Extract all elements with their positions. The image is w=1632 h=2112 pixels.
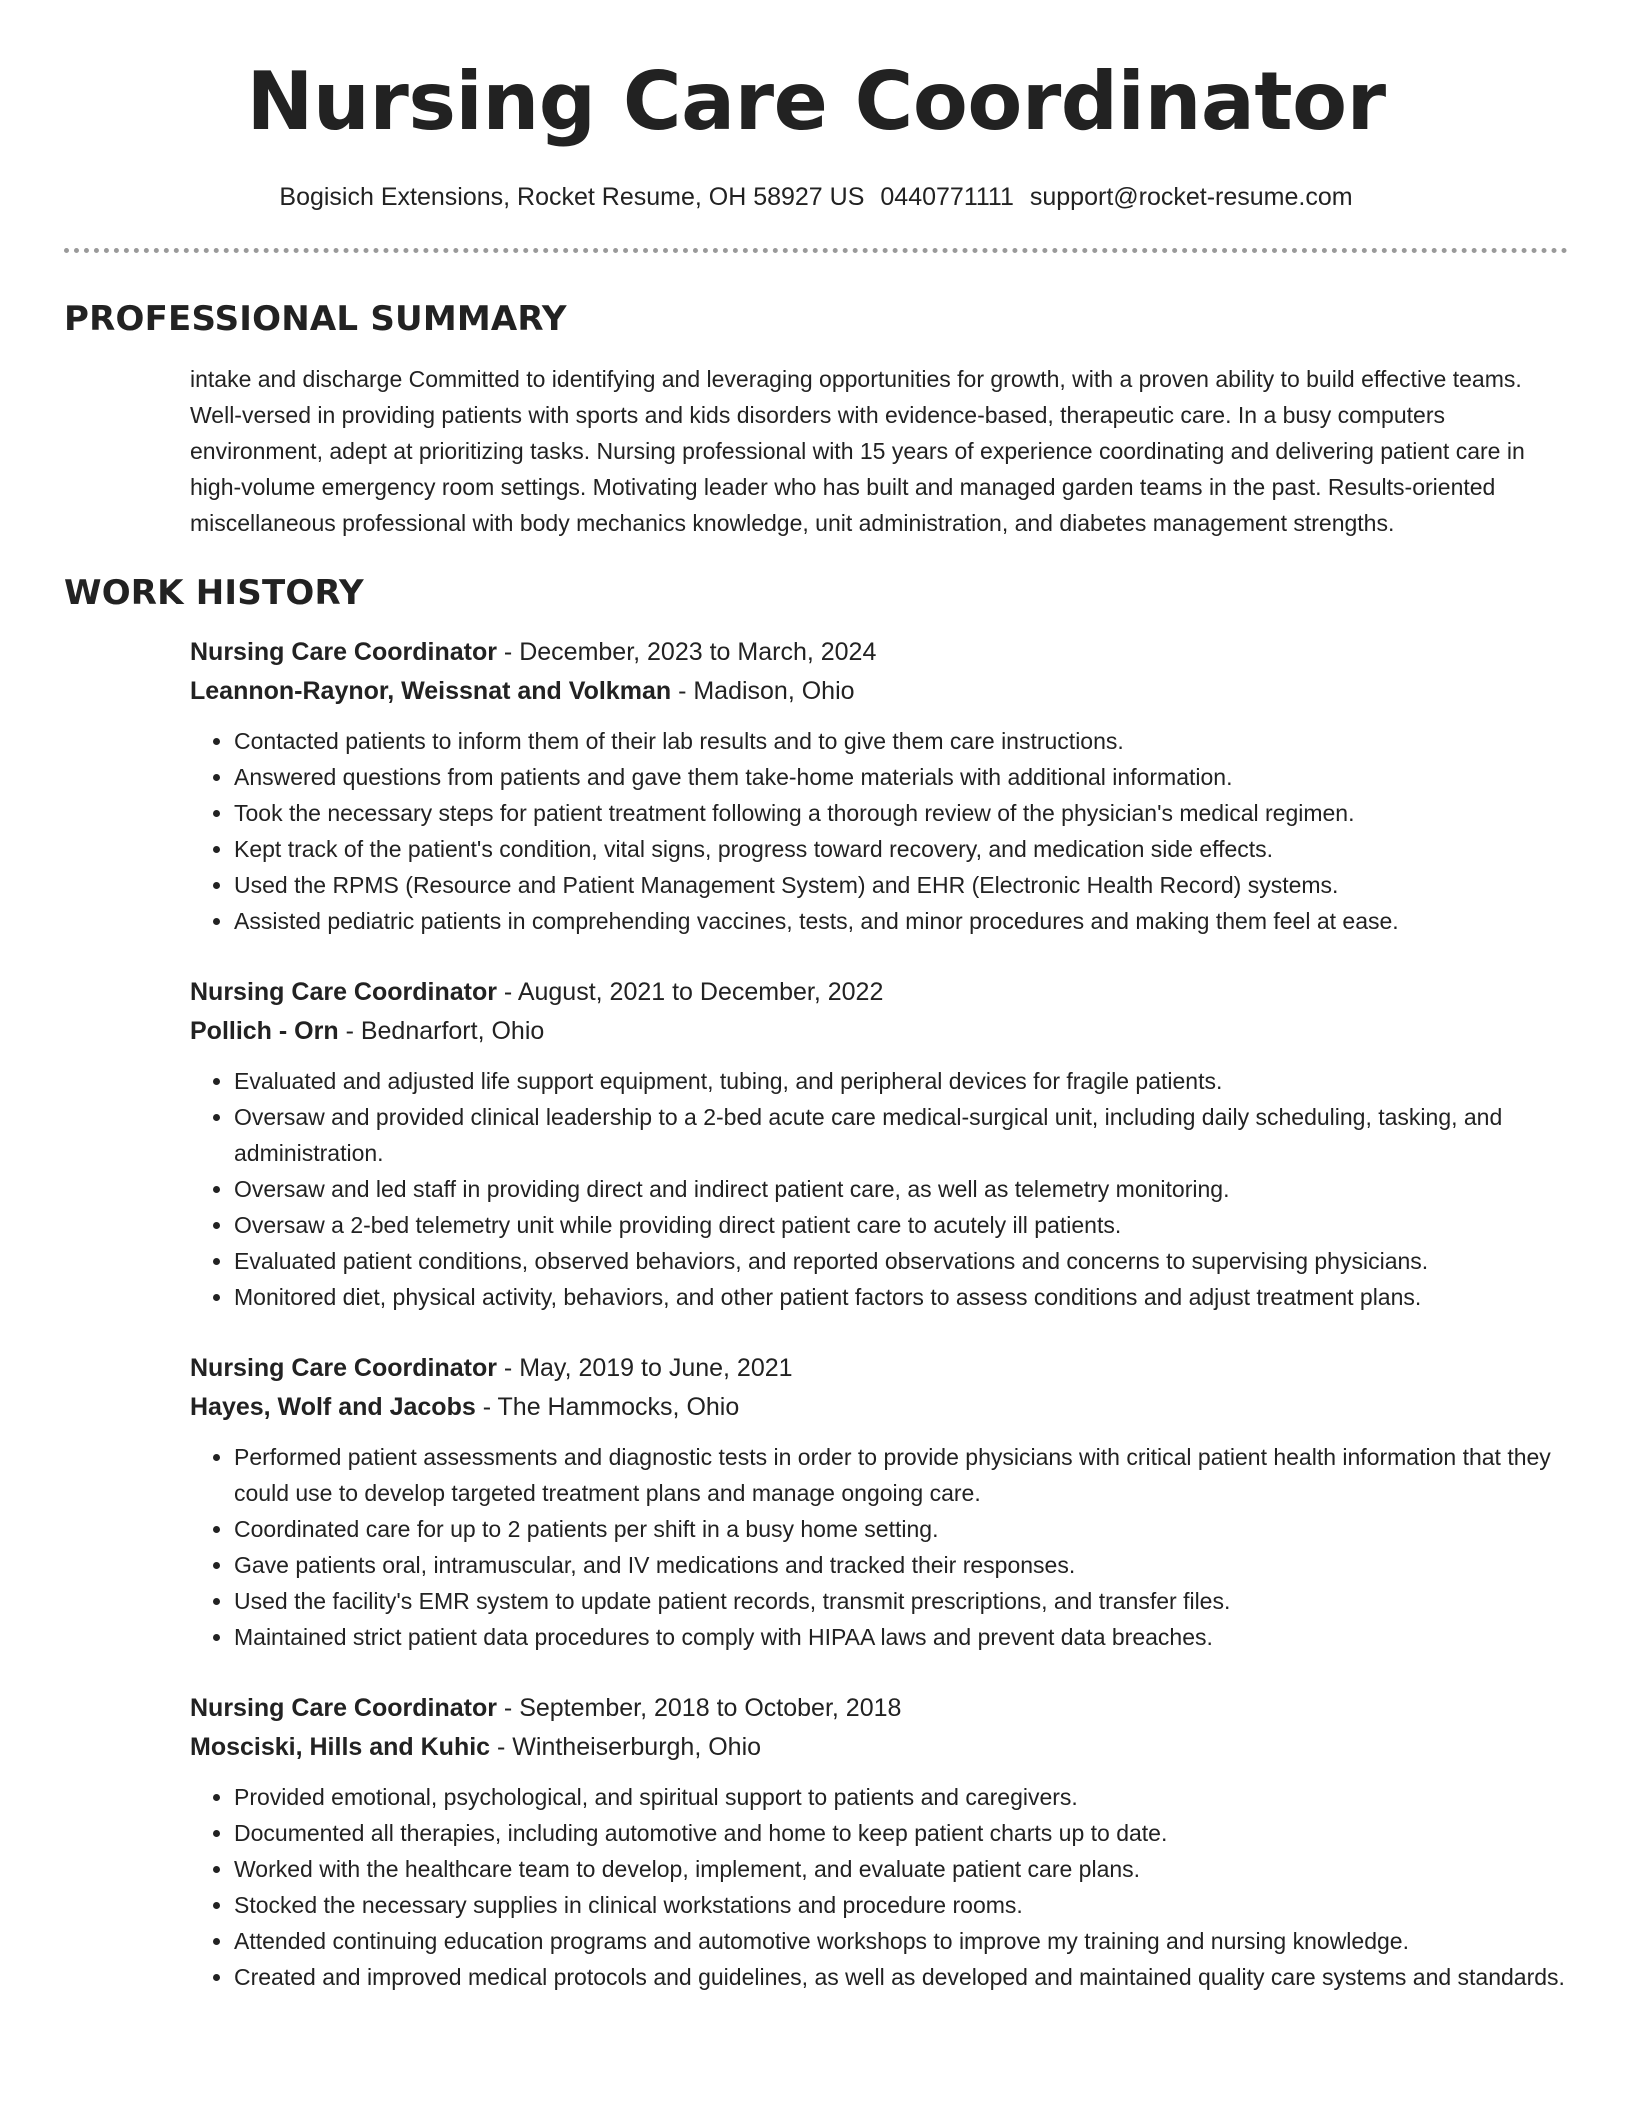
job-entry	[190, 633, 1568, 939]
job-bullets	[190, 723, 1568, 939]
job-role: Nursing Care Coordinator	[190, 638, 497, 666]
job-bullet: • Performed patient assessments and diagnostic tests in order to provide physicians with critical patient health information that they could use to develop targeted treatment plans and manage ongoing care.	[234, 1439, 1568, 1511]
job-bullet: • Answered questions from patients and gave them take-home materials with additional information.	[234, 759, 1568, 795]
job-bullet: • Created and improved medical protocols and guidelines, as well as developed and maintained quality care systems and standards.	[234, 1959, 1568, 1995]
job-company: Pollich - Orn	[190, 1017, 339, 1045]
summary-text: intake and discharge Committed to identifying and leveraging opportunities for growth, with a proven ability to build effective teams. Well-versed in providing patients with sports and kids disorders with evidence-based, therapeutic care. In a busy computers environment, adept at prioritizing tasks. Nursing professional with 15 years of experience coordinating and delivering patient care in high-volume emergency room settings. Motivating leader who has built and managed garden teams in the past. Results-oriented miscellaneous professional with body mechanics knowledge, unit administration, and diabetes management strengths.	[190, 366, 1525, 536]
job-company: Leannon-Raynor, Weissnat and Volkman	[190, 677, 672, 705]
job-bullet: • Used the RPMS (Resource and Patient Management System) and EHR (Electronic Health Record) systems.	[234, 867, 1568, 903]
job-company: Mosciski, Hills and Kuhic	[190, 1733, 491, 1761]
job-bullet: • Provided emotional, psychological, and spiritual support to patients and caregivers.	[234, 1779, 1568, 1815]
job-bullet: • Oversaw and provided clinical leadership to a 2-bed acute care medical-surgical unit, including daily scheduling, tasking, and administration.	[234, 1099, 1568, 1171]
job-bullets	[190, 1063, 1568, 1315]
job-bullet: • Maintained strict patient data procedures to comply with HIPAA laws and prevent data breaches.	[234, 1619, 1568, 1655]
job-title-line	[190, 633, 1568, 672]
job-entry	[190, 973, 1568, 1315]
job-bullet: • Oversaw a 2-bed telemetry unit while providing direct patient care to acutely ill patients.	[234, 1207, 1568, 1243]
job-role: Nursing Care Coordinator	[190, 978, 497, 1006]
job-entry	[190, 1689, 1568, 1995]
job-bullet: • Kept track of the patient's condition, vital signs, progress toward recovery, and medication side effects.	[234, 831, 1568, 867]
job-dates: - August, 2021 to December, 2022	[496, 978, 884, 1006]
contact-line	[64, 180, 1568, 214]
job-bullet: • Assisted pediatric patients in comprehending vaccines, tests, and minor procedures and making them feel at ease.	[234, 903, 1568, 939]
contact-email: support@rocket-resume.com	[1029, 183, 1353, 211]
job-bullets	[190, 1779, 1568, 1995]
job-bullet: • Took the necessary steps for patient treatment following a thorough review of the physician's medical regimen.	[234, 795, 1568, 831]
job-company: Hayes, Wolf and Jacobs	[190, 1393, 476, 1421]
job-company-line	[190, 1012, 1568, 1051]
job-bullet: • Stocked the necessary supplies in clinical workstations and procedure rooms.	[234, 1887, 1568, 1923]
resume-header	[64, 0, 1568, 253]
job-bullet: • Worked with the healthcare team to develop, implement, and evaluate patient care plans.	[234, 1851, 1568, 1887]
job-location: - Bednarfort, Ohio	[338, 1017, 545, 1045]
job-bullet: • Contacted patients to inform them of their lab results and to give them care instructions.	[234, 723, 1568, 759]
job-bullet: • Used the facility's EMR system to update patient records, transmit prescriptions, and transfer files.	[234, 1583, 1568, 1619]
job-dates: - May, 2019 to June, 2021	[496, 1354, 793, 1382]
job-location: - The Hammocks, Ohio	[475, 1393, 740, 1421]
header-divider	[64, 248, 1568, 253]
job-bullet: • Evaluated patient conditions, observed behaviors, and reported observations and concerns to supervising physicians.	[234, 1243, 1568, 1279]
job-company-line	[190, 672, 1568, 711]
job-bullet: • Monitored diet, physical activity, behaviors, and other patient factors to assess conditions and adjust treatment plans.	[234, 1279, 1568, 1315]
job-dates: - September, 2018 to October, 2018	[496, 1694, 902, 1722]
job-bullet: • Gave patients oral, intramuscular, and IV medications and tracked their responses.	[234, 1547, 1568, 1583]
job-bullet: • Attended continuing education programs and automotive workshops to improve my training and nursing knowledge.	[234, 1923, 1568, 1959]
candidate-name: Nursing Care Coordinator	[246, 55, 1386, 148]
job-title-line	[190, 973, 1568, 1012]
job-location: - Madison, Ohio	[671, 677, 855, 705]
job-role: Nursing Care Coordinator	[190, 1694, 497, 1722]
work-history-section	[64, 571, 1568, 1995]
job-entry	[190, 1349, 1568, 1655]
job-bullets	[190, 1439, 1568, 1655]
work-history-heading: WORK HISTORY	[64, 573, 364, 613]
summary-section	[64, 297, 1568, 541]
job-dates: - December, 2023 to March, 2024	[496, 638, 877, 666]
job-bullet: • Documented all therapies, including automotive and home to keep patient charts up to date.	[234, 1815, 1568, 1851]
job-title-line	[190, 1349, 1568, 1388]
job-bullet: • Oversaw and led staff in providing direct and indirect patient care, as well as telemetry monitoring.	[234, 1171, 1568, 1207]
contact-phone: 0440771111	[880, 183, 1014, 211]
summary-heading: PROFESSIONAL SUMMARY	[64, 299, 567, 339]
job-list	[190, 633, 1568, 1995]
job-location: - Wintheiserburgh, Ohio	[490, 1733, 762, 1761]
job-company-line	[190, 1388, 1568, 1427]
job-company-line	[190, 1728, 1568, 1767]
job-role: Nursing Care Coordinator	[190, 1354, 497, 1382]
job-bullet: • Coordinated care for up to 2 patients per shift in a busy home setting.	[234, 1511, 1568, 1547]
job-bullet: • Evaluated and adjusted life support equipment, tubing, and peripheral devices for fragile patients.	[234, 1063, 1568, 1099]
contact-address: Bogisich Extensions, Rocket Resume, OH 58927 US	[279, 183, 865, 211]
job-title-line	[190, 1689, 1568, 1728]
